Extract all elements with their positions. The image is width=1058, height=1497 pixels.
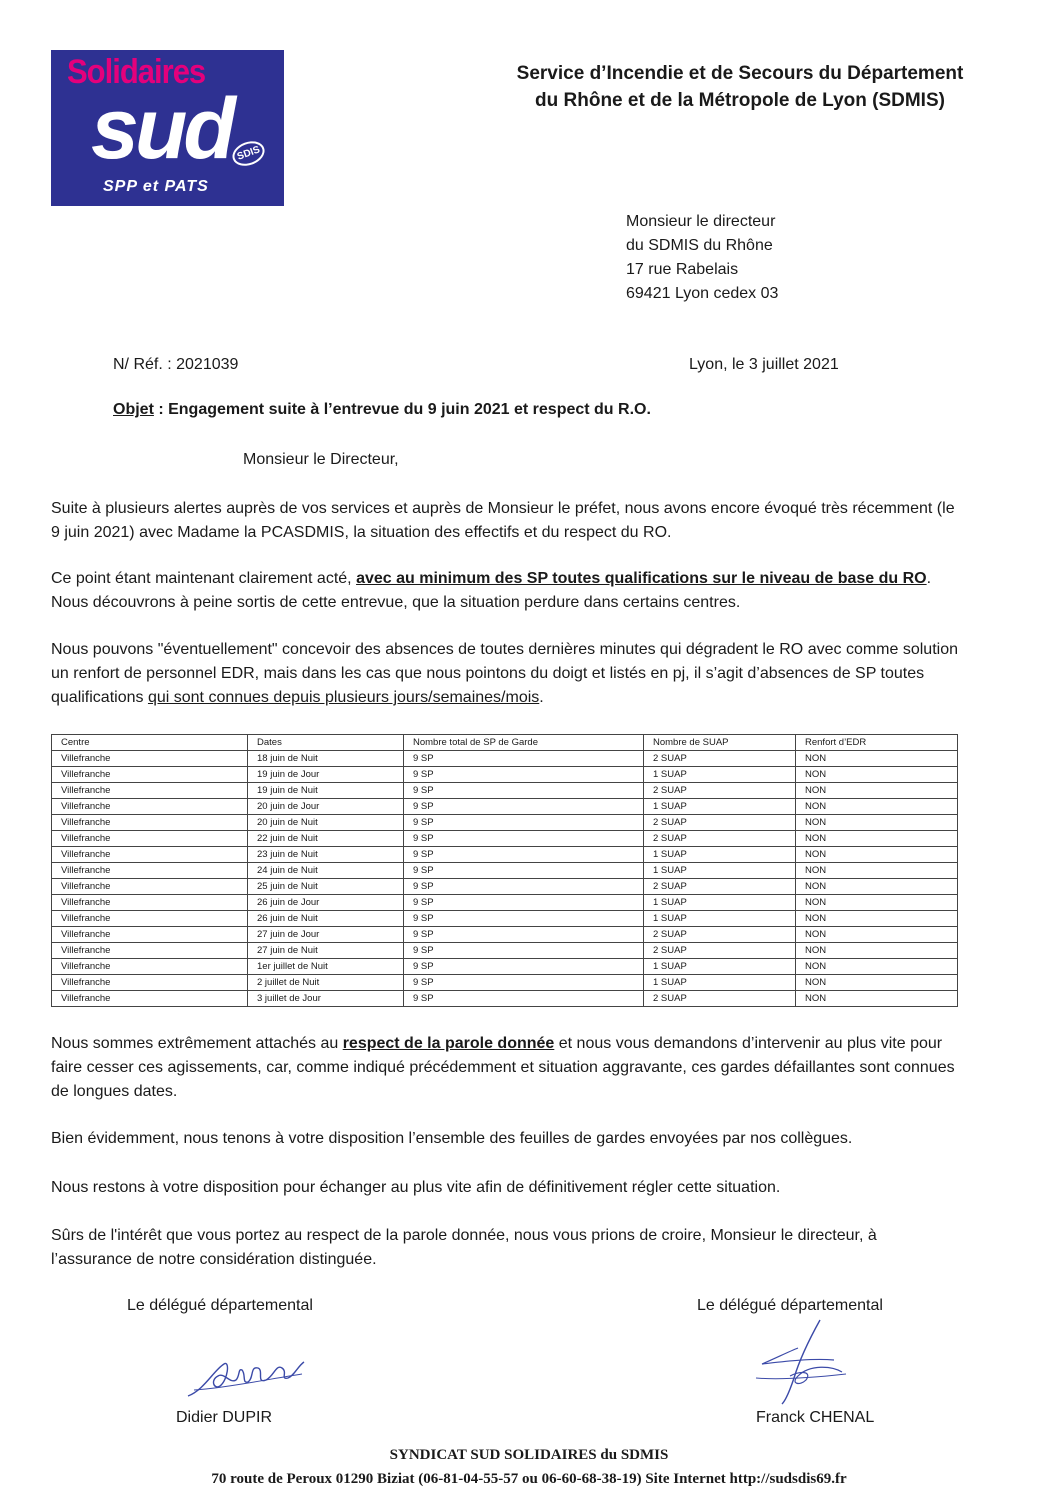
table-cell: 22 juin de Nuit <box>248 831 404 847</box>
table-cell: Villefranche <box>52 911 248 927</box>
left-signatory-title: Le délégué départemental <box>127 1297 313 1314</box>
right-signatory-title: Le délégué départemental <box>697 1297 883 1314</box>
table-cell: 2 juillet de Nuit <box>248 975 404 991</box>
logo-sdis-badge: SDIS <box>229 137 268 170</box>
table-cell: 1 SUAP <box>644 767 796 783</box>
recipient-line: du SDMIS du Rhône <box>626 237 773 254</box>
table-cell: 25 juin de Nuit <box>248 879 404 895</box>
table-cell: 9 SP <box>404 895 644 911</box>
table-cell: 20 juin de Jour <box>248 799 404 815</box>
table-cell: 2 SUAP <box>644 991 796 1007</box>
salutation: Monsieur le Directeur, <box>243 451 399 468</box>
table-cell: Villefranche <box>52 831 248 847</box>
paragraph-2 <box>51 567 961 615</box>
table-cell: 26 juin de Nuit <box>248 911 404 927</box>
table-row <box>52 927 958 943</box>
letter-header <box>420 60 1058 114</box>
paragraph-2-text-end: . Nous découvrons à peine sortis de cette entrevue, que la situation perdure dans certains centres. <box>51 570 932 611</box>
subject-line <box>113 401 651 419</box>
table-cell: 9 SP <box>404 927 644 943</box>
table-cell: 19 juin de Jour <box>248 767 404 783</box>
subject-text: : Engagement suite à l’entrevue du 9 juin 2021 et respect du R.O. <box>153 401 651 418</box>
footer-contact-line: 70 route de Peroux 01290 Biziat (06-81-04-55-57 ou 06-60-68-38-19) Site Internet http://sudsdis69.fr <box>211 1471 847 1487</box>
table-cell: 1 SUAP <box>644 975 796 991</box>
header-line-2: du Rhône et de la Métropole de Lyon (SDMIS) <box>535 90 945 111</box>
table-cell: 2 SUAP <box>644 751 796 767</box>
table-row <box>52 959 958 975</box>
table-cell: NON <box>796 895 958 911</box>
table-cell: 1 SUAP <box>644 911 796 927</box>
table-cell: NON <box>796 815 958 831</box>
column-header: Dates <box>248 735 404 751</box>
table-header-row <box>52 735 958 751</box>
right-signatory-name: Franck CHENAL <box>756 1409 875 1426</box>
table-cell: NON <box>796 831 958 847</box>
table-cell: 2 SUAP <box>644 783 796 799</box>
table-cell: NON <box>796 943 958 959</box>
table-row <box>52 815 958 831</box>
guard-shifts-table <box>51 734 958 1007</box>
table-row <box>52 879 958 895</box>
column-header: Renfort d’EDR <box>796 735 958 751</box>
table-cell: Villefranche <box>52 927 248 943</box>
table-row <box>52 911 958 927</box>
table-cell: 1 SUAP <box>644 863 796 879</box>
table-cell: NON <box>796 959 958 975</box>
paragraph-2-text: Ce point étant maintenant clairement acté, <box>51 570 357 587</box>
paragraph-3-text-end: . <box>539 689 544 706</box>
union-logo <box>51 50 284 206</box>
table-cell: 9 SP <box>404 847 644 863</box>
logo-spp-pats-text: SPP et PATS <box>103 178 209 195</box>
table-cell: Villefranche <box>52 815 248 831</box>
table-cell: 20 juin de Nuit <box>248 815 404 831</box>
table-row <box>52 943 958 959</box>
table-row <box>52 831 958 847</box>
paragraph-4 <box>51 1032 961 1104</box>
paragraph-5: Bien évidemment, nous tenons à votre disposition l’ensemble des feuilles de gardes envoyées par nos collègues. <box>51 1130 853 1147</box>
table-cell: NON <box>796 911 958 927</box>
table-cell: 9 SP <box>404 959 644 975</box>
table-cell: 9 SP <box>404 783 644 799</box>
table-cell: 2 SUAP <box>644 879 796 895</box>
paragraph-1: Suite à plusieurs alertes auprès de vos services et auprès de Monsieur le préfet, nous avons encore évoqué très récemment (le 9 juin 2021) avec Madame la PCASDMIS, la situation des effectifs et du respect du RO. <box>51 500 955 541</box>
table-cell: 1 SUAP <box>644 847 796 863</box>
table-cell: Villefranche <box>52 799 248 815</box>
right-handwritten-signature <box>750 1318 850 1406</box>
recipient-line: 17 rue Rabelais <box>626 261 739 278</box>
table-cell: 27 juin de Nuit <box>248 943 404 959</box>
table-cell: 1 SUAP <box>644 959 796 975</box>
table-cell: Villefranche <box>52 879 248 895</box>
recipient-address <box>626 210 778 306</box>
table-cell: Villefranche <box>52 991 248 1007</box>
table-cell: NON <box>796 975 958 991</box>
left-handwritten-signature <box>184 1350 308 1402</box>
table-row <box>52 799 958 815</box>
table-row <box>52 847 958 863</box>
table-cell: 2 SUAP <box>644 943 796 959</box>
column-header: Centre <box>52 735 248 751</box>
table-cell: NON <box>796 863 958 879</box>
table-cell: Villefranche <box>52 943 248 959</box>
table-cell: 9 SP <box>404 975 644 991</box>
table-cell: 9 SP <box>404 991 644 1007</box>
footer-union-name: SYNDICAT SUD SOLIDAIRES du SDMIS <box>389 1447 669 1463</box>
table-cell: NON <box>796 927 958 943</box>
table-cell: Villefranche <box>52 751 248 767</box>
table-cell: 2 SUAP <box>644 831 796 847</box>
logo-solidaires-text: Solidaires <box>67 52 206 91</box>
paragraph-3 <box>51 638 961 710</box>
table-cell: 9 SP <box>404 815 644 831</box>
logo-sud-text: sud <box>91 81 232 177</box>
table-cell: Villefranche <box>52 783 248 799</box>
column-header: Nombre total de SP de Garde <box>404 735 644 751</box>
table-cell: 9 SP <box>404 751 644 767</box>
paragraph-4-emphasis: respect de la parole donnée <box>342 1035 555 1052</box>
paragraph-6: Nous restons à votre disposition pour échanger au plus vite afin de définitivement régler cette situation. <box>51 1179 781 1196</box>
table-cell: Villefranche <box>52 895 248 911</box>
header-line-1: Service d’Incendie et de Secours du Département <box>516 63 964 84</box>
subject-label: Objet <box>113 401 154 418</box>
paragraph-3-text: Nous pouvons "éventuellement" concevoir des absences de toutes dernières minutes qui dégradent le RO avec comme solution un renfort de personnel EDR, mais dans les cas que nous pointons du doigt et listés en pj, il s’agit d’absences de SP toutes qualifications <box>51 641 958 706</box>
paragraph-7: Sûrs de l'intérêt que vous portez au respect de la parole donnée, nous vous prions de croire, Monsieur le directeur, à l’assurance de notre considération distinguée. <box>51 1227 877 1268</box>
table-row <box>52 863 958 879</box>
table-cell: 9 SP <box>404 863 644 879</box>
table-cell: Villefranche <box>52 847 248 863</box>
column-header: Nombre de SUAP <box>644 735 796 751</box>
table-row <box>52 975 958 991</box>
table-row <box>52 895 958 911</box>
recipient-line: 69421 Lyon cedex 03 <box>626 285 779 302</box>
table-row <box>52 991 958 1007</box>
table-cell: 23 juin de Nuit <box>248 847 404 863</box>
table-cell: 2 SUAP <box>644 927 796 943</box>
table-cell: 9 SP <box>404 943 644 959</box>
table-cell: 19 juin de Nuit <box>248 783 404 799</box>
paragraph-2-emphasis: avec au minimum des SP toutes qualifications sur le niveau de base du RO <box>356 570 927 587</box>
table-cell: 24 juin de Nuit <box>248 863 404 879</box>
table-cell: NON <box>796 767 958 783</box>
table-cell: 9 SP <box>404 799 644 815</box>
reference-number: N/ Réf. : 2021039 <box>113 356 239 373</box>
table-cell: NON <box>796 751 958 767</box>
letter-date: Lyon, le 3 juillet 2021 <box>689 356 839 373</box>
table-cell: 27 juin de Jour <box>248 927 404 943</box>
table-cell: 26 juin de Jour <box>248 895 404 911</box>
table-cell: Villefranche <box>52 959 248 975</box>
table-row <box>52 751 958 767</box>
table-row <box>52 767 958 783</box>
left-signatory-name: Didier DUPIR <box>176 1409 273 1426</box>
table-cell: 3 juillet de Jour <box>248 991 404 1007</box>
paragraph-4-text-end: et nous vous demandons d’intervenir au plus vite pour faire cesser ces agissements, car, comme indiqué précédemment et situation aggravante, ces gardes défaillantes sont connues de longues dates. <box>51 1035 955 1100</box>
table-cell: 9 SP <box>404 767 644 783</box>
table-cell: NON <box>796 783 958 799</box>
table-cell: NON <box>796 799 958 815</box>
table-row <box>52 783 958 799</box>
table-cell: 1er juillet de Nuit <box>248 959 404 975</box>
table-cell: 1 SUAP <box>644 895 796 911</box>
table-cell: Villefranche <box>52 863 248 879</box>
table-cell: NON <box>796 991 958 1007</box>
recipient-line: Monsieur le directeur <box>626 213 776 230</box>
paragraph-4-text: Nous sommes extrêmement attachés au <box>51 1035 343 1052</box>
table-cell: Villefranche <box>52 975 248 991</box>
table-cell: 2 SUAP <box>644 815 796 831</box>
table-cell: Villefranche <box>52 767 248 783</box>
table-cell: 9 SP <box>404 879 644 895</box>
table-cell: 9 SP <box>404 831 644 847</box>
paragraph-3-underlined: qui sont connues depuis plusieurs jours/semaines/mois <box>147 689 540 706</box>
table-cell: 9 SP <box>404 911 644 927</box>
table-cell: 18 juin de Nuit <box>248 751 404 767</box>
table-cell: NON <box>796 879 958 895</box>
table-cell: NON <box>796 847 958 863</box>
table-cell: 1 SUAP <box>644 799 796 815</box>
